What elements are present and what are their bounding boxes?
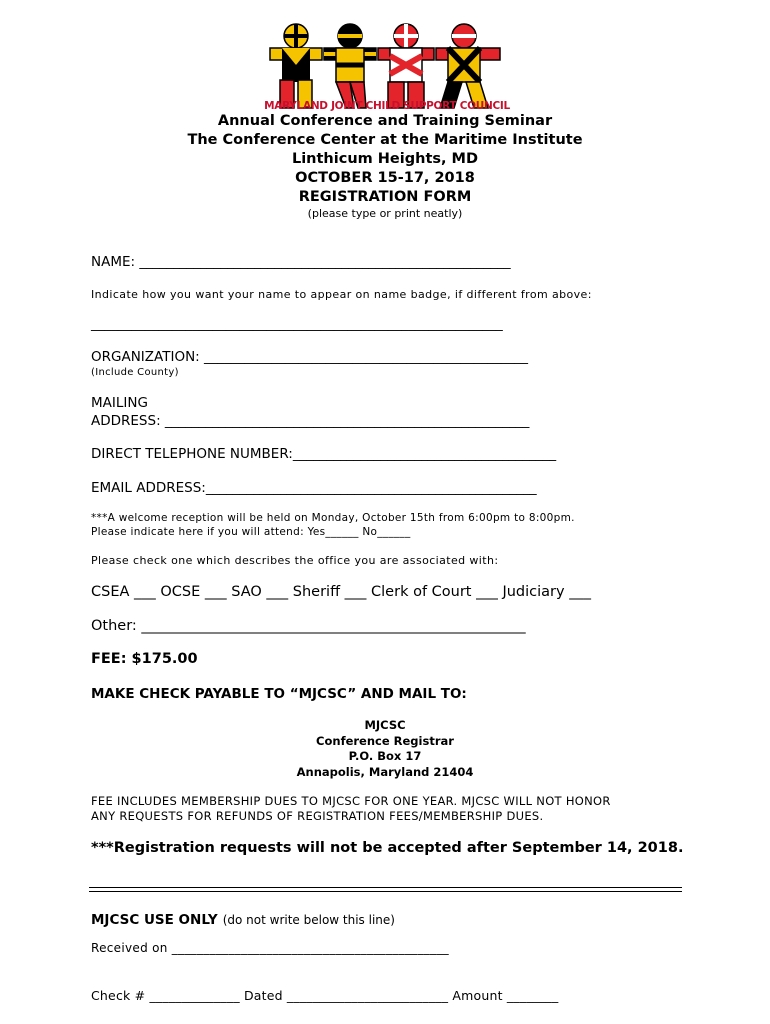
email-field[interactable]: EMAIL ADDRESS:_________________________________________________ — [91, 480, 537, 496]
badge-name-field[interactable]: _____________________________________________________________ — [91, 316, 503, 332]
fee-amount: FEE: $175.00 — [91, 651, 198, 667]
child-figure-3 — [378, 24, 434, 108]
name-field[interactable]: NAME: _______________________________________________________ — [91, 254, 511, 270]
divider — [89, 887, 682, 888]
divider — [89, 891, 682, 892]
office-use-heading — [91, 909, 395, 928]
child-figure-1 — [270, 24, 322, 108]
event-title: Annual Conference and Training Seminar — [217, 113, 553, 129]
registration-deadline: ***Registration requests will not be accepted after September 14, 2018. — [91, 840, 684, 856]
child-figure-2 — [324, 24, 376, 108]
address-line: MJCSC — [364, 718, 406, 732]
mailing-address-field[interactable]: ADDRESS: ______________________________________________________ — [91, 413, 530, 429]
badge-instruction: Indicate how you want your name to appear on name badge, if different from above: — [91, 288, 592, 301]
logo-caption: MARYLAND JOINT CHILD SUPPORT COUNCIL — [264, 100, 510, 112]
child-figure-4 — [436, 24, 500, 108]
organization-field[interactable]: ORGANIZATION: ________________________________________________ — [91, 349, 529, 365]
check-details-field[interactable]: Check # ______________ Dated _________________________ Amount ________ — [91, 988, 559, 1003]
form-instruction: (please type or print neatly) — [307, 207, 463, 220]
office-instruction: Please check one which describes the office you are associated with: — [91, 554, 499, 567]
reception-attendance-field[interactable]: Please indicate here if you will attend: Yes______ No______ — [91, 526, 411, 538]
fee-note-line1: FEE INCLUDES MEMBERSHIP DUES TO MJCSC FOR ONE YEAR. MJCSC WILL NOT HONOR — [91, 794, 611, 808]
received-on-field[interactable]: Received on ____________________________________________ — [91, 941, 449, 955]
mailing-label: MAILING — [91, 395, 148, 411]
organization-note: (Include County) — [91, 367, 179, 378]
event-dates: OCTOBER 15-17, 2018 — [295, 170, 475, 186]
form-title: REGISTRATION FORM — [298, 189, 472, 205]
address-line: P.O. Box 17 — [348, 749, 422, 763]
mailing-address-block — [0, 718, 770, 780]
other-office-field[interactable]: Other: _____________________________________________________ — [91, 618, 526, 634]
venue-location: Linthicum Heights, MD — [291, 151, 479, 167]
fee-note-line2: ANY REQUESTS FOR REFUNDS OF REGISTRATION FEES/MEMBERSHIP DUES. — [91, 809, 544, 823]
address-line: Conference Registrar — [316, 733, 454, 748]
address-line: Annapolis, Maryland 21404 — [296, 764, 474, 779]
telephone-field[interactable]: DIRECT TELEPHONE NUMBER:_______________________________________ — [91, 446, 557, 462]
payable-instruction: MAKE CHECK PAYABLE TO “MJCSC” AND MAIL TO: — [91, 686, 467, 702]
venue-name: The Conference Center at the Maritime Institute — [187, 132, 583, 148]
office-use-title: MJCSC USE ONLY — [91, 912, 218, 928]
office-use-note: (do not write below this line) — [222, 913, 395, 927]
office-checkboxes[interactable]: CSEA ___ OCSE ___ SAO ___ Sheriff ___ Clerk of Court ___ Judiciary ___ — [91, 584, 591, 600]
reception-note: ***A welcome reception will be held on Monday, October 15th from 6:00pm to 8:00pm. — [91, 512, 575, 524]
